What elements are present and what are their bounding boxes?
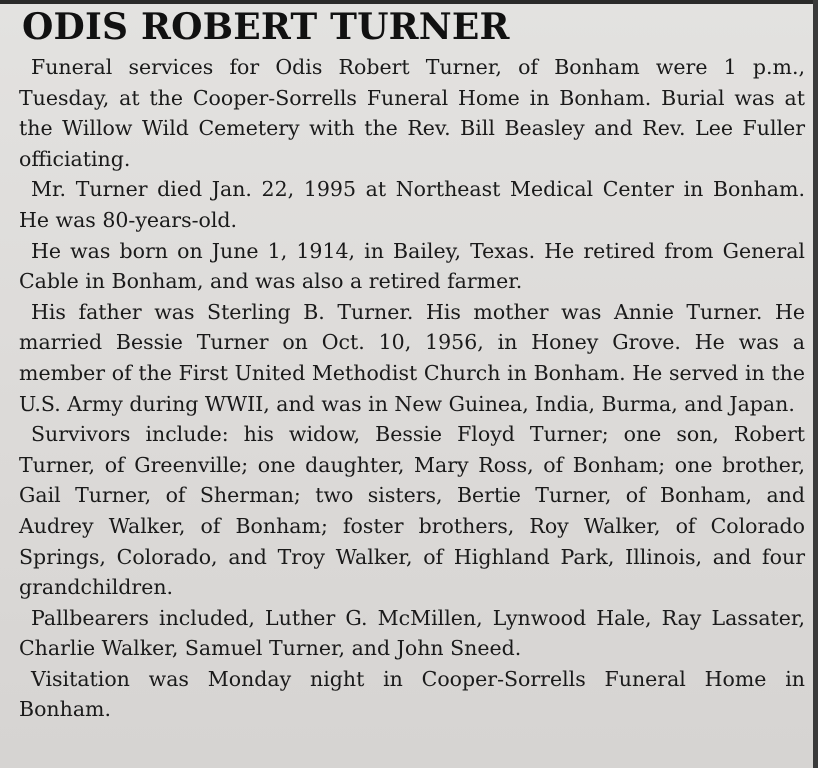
paragraph-funeral-services: Funeral services for Odis Robert Turner, of Bonham were 1 p.m., Tuesday, at the Cooper-Sorrells Funeral Home in Bonham. Burial was at the Willow Wild Cemetery with the Rev. Bill Beasley and Rev. Lee Fuller officiating.: [19, 55, 805, 171]
paragraph-death: Mr. Turner died Jan. 22, 1995 at Northeast Medical Center in Bonham. He was 80-years-old.: [19, 177, 805, 232]
paragraph-survivors: Survivors include: his widow, Bessie Floyd Turner; one son, Robert Turner, of Greenville; one daughter, Mary Ross, of Bonham; one brother, Gail Turner, of Sherman; two sisters, Bertie Turner, of Bonham, and Audrey Walker, of Bonham; foster brothers, Roy Walker, of Colorado Springs, Colorado, and Troy Walker, of Highland Park, Illinois, and four grandchildren.: [19, 422, 805, 600]
paragraph-birth: He was born on June 1, 1914, in Bailey, Texas. He retired from General Cable in Bonham, and was also a retired farmer.: [19, 238, 805, 294]
obituary-headline: ODIS ROBERT TURNER: [22, 6, 510, 48]
paragraph-visitation: Visitation was Monday night in Cooper-Sorrells Funeral Home in Bonham.: [19, 666, 805, 722]
right-border-rule: [813, 0, 818, 768]
obituary-body: [19, 52, 805, 725]
paragraph-family: His father was Sterling B. Turner. His mother was Annie Turner. He married Bessie Turner on Oct. 10, 1956, in Honey Grove. He was a member of the First United Methodist Church in Bonham. He served in the U.S. Army during WWII, and was in New Guinea, India, Burma, and Japan.: [19, 299, 805, 416]
paragraph-pallbearers: Pallbearers included, Luther G. McMillen, Lynwood Hale, Ray Lassater, Charlie Walker, Samuel Turner, and John Sneed.: [19, 605, 805, 661]
